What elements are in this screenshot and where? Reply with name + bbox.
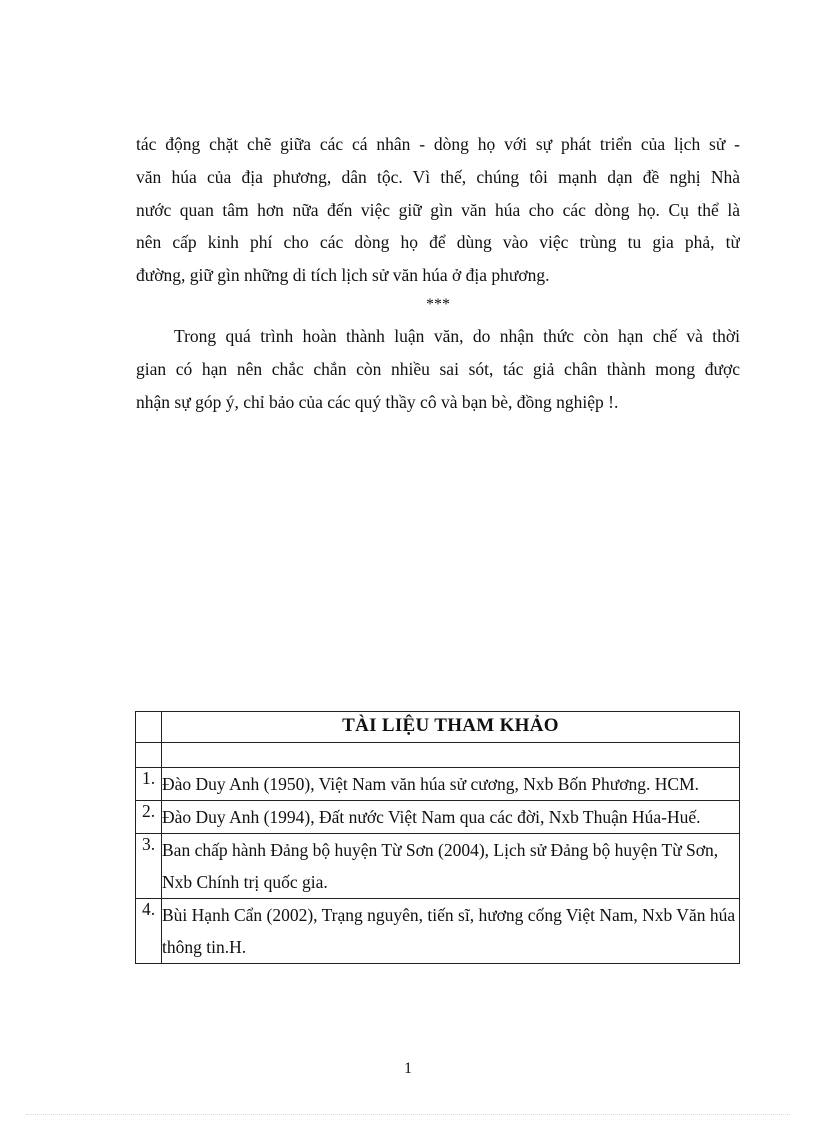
references-table — [135, 711, 740, 964]
paragraph-closing — [136, 128, 740, 292]
reference-number: 3. — [136, 834, 162, 899]
text-line: nên cấp kinh phí cho các dòng họ để dùng vào việc trùng tu gia phả, từ — [136, 232, 740, 253]
reference-number: 1. — [136, 768, 162, 801]
reference-row — [136, 801, 740, 834]
text-line: nhận sự góp ý, chỉ bảo của các quý thầy cô và bạn bè, đồng nghiệp !. — [136, 391, 619, 412]
references-title: TÀI LIỆU THAM KHẢO — [342, 715, 559, 736]
empty-row — [136, 743, 740, 768]
reference-number: 4. — [136, 899, 162, 964]
section-separator: *** — [426, 295, 450, 313]
references-title-row — [136, 712, 740, 743]
table-cell — [136, 743, 162, 768]
paragraph-acknowledgement — [136, 320, 740, 418]
reference-number: 2. — [136, 801, 162, 834]
conclusion-text — [136, 128, 740, 418]
page-number: 1 — [404, 1060, 412, 1077]
reference-row — [136, 768, 740, 801]
reference-row — [136, 899, 740, 964]
text-line: văn húa của địa phương, dân tộc. Vì thế, chúng tôi mạnh dạn đề nghị Nhà — [136, 166, 740, 187]
text-line: đường, giữ gìn những di tích lịch sử văn húa ở địa phương. — [136, 265, 550, 286]
table-cell — [136, 712, 162, 743]
reference-text: Đào Duy Anh (1994), Đất nước Việt Nam qua các đời, Nxb Thuận Húa-Huế. — [162, 801, 740, 834]
table-cell — [162, 712, 740, 743]
text-line: Trong quá trình hoàn thành luận văn, do nhận thức còn hạn chế và thời — [174, 325, 740, 346]
reference-text: Đào Duy Anh (1950), Việt Nam văn húa sử cương, Nxb Bốn Phương. HCM. — [162, 768, 740, 801]
reference-text: Bùi Hạnh Cẩn (2002), Trạng nguyên, tiến sĩ, hương cống Việt Nam, Nxb Văn húa thông tin.H. — [162, 899, 740, 964]
reference-row — [136, 834, 740, 899]
text-line: gian có hạn nên chắc chắn còn nhiều sai sót, tác giả chân thành mong được — [136, 358, 740, 379]
text-line: tác động chặt chẽ giữa các cá nhân - dòng họ với sự phát triển của lịch sử - — [136, 134, 740, 154]
footer-divider — [26, 1114, 790, 1115]
reference-text: Ban chấp hành Đảng bộ huyện Từ Sơn (2004), Lịch sử Đảng bộ huyện Từ Sơn, Nxb Chính trị quốc gia. — [162, 834, 740, 899]
text-line: nước quan tâm hơn nữa đến việc giữ gìn văn húa cho các dòng họ. Cụ thể là — [136, 199, 740, 220]
table-cell — [162, 743, 740, 768]
